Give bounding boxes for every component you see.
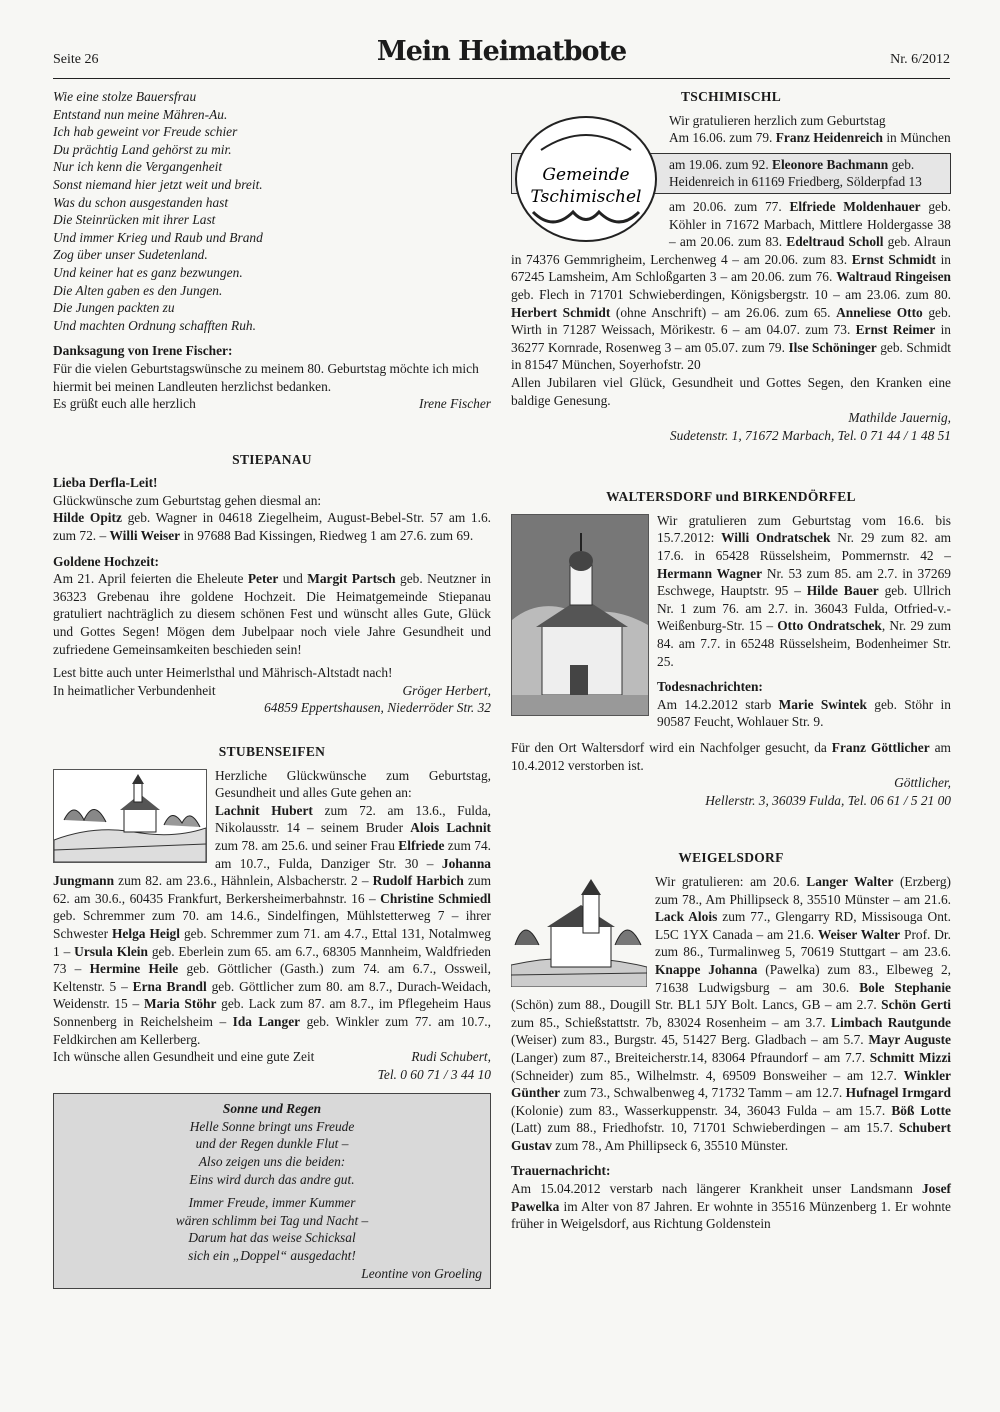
entry-text: Nr. 53 zum 85. am 2.7. in 37269 Eschwege, Hauptstr. 95 – [657,565,952,599]
reference-note: Lest bitte auch unter Heimerlsthal und Mährisch-Altstadt nach! [53,665,393,681]
person-name: Rudolf Harbich [372,873,464,889]
poem-line: sich ein „Doppel“ ausgedacht! [188,1248,356,1264]
person-name: Alois Lachnit [410,820,491,836]
poem-line: Wie eine stolze Bauersfrau [53,89,197,104]
tschimischl-address: Sudetenstr. 1, 71672 Marbach, Tel. 0 71 44 / 1 48 51 [669,427,951,443]
person-name: Lack Alois [655,909,718,925]
person-name: Elfriede Moldenhauer [789,198,921,214]
poem-line: Und machten Ordnung schafften Ruh. [53,317,256,333]
stubenseifen-phone: Tel. 0 60 71 / 3 44 10 [377,1066,491,1082]
waltersdorf-address: Hellerstr. 3, 36039 Fulda, Tel. 06 61 / 5 21 00 [705,792,951,808]
poem-line: Und immer Krieg und Raub und Brand [53,229,263,245]
entry-text: geb. Lack zum 87. am 8.7., im Pflegeheim Haus Sonnenberg in Reichelsheim – [53,996,491,1029]
poem-line: Du prächtig Land gehörst zu mir. [53,141,232,157]
person-name: Ernst Schmidt [851,251,936,267]
person-name: Maria Stöhr [143,996,217,1012]
highlighted-entry: am 19.06. zum 92. Eleonore Bachmann geb. Heidenreich in 61169 Friedberg, Sölderpfad 13 [511,153,951,194]
entry-text: zum 74. am 10.7., Fulda, Danziger Str. 30 – [215,837,491,871]
entry-text: geb. Köhler in 71672 Marbach, Mittlere Holdergasse 38 – am 20.06. zum 83. [669,198,952,250]
entry-text: geb. Göttlicher (Gasth.) zum 74. am 6.7., Ossweil, Keltenstr. 5 – [53,961,491,994]
person-name: Knappe Johanna [655,961,758,977]
entry-text: , Nr. 29 zum 84. am 7.7. in 65248 Rüsselsheim, Bodenheimer Str. 25. [657,618,951,669]
poem-author: Leontine von Groeling [361,1265,482,1281]
golden-wedding-heading: Goldene Hochzeit: [53,553,159,569]
entry-text: (Schneider) zum 85., Wilhelmstr. 4, 69509 Bonsweiher – am 12.7. [511,1067,904,1083]
person-name: Limbach Rautgunde [831,1014,951,1030]
page-number: Seite 26 [53,52,99,67]
entry-text: geb. Schremmer zum 70. am 14.6., Sindelfingen, Mühlstetterweg 7 – ihrer Schwester [53,908,491,941]
entry-text: in 36277 Kornrade, Rosenweg 3 – am 05.07. zum 79. [511,322,951,355]
person-name: Langer Walter [806,873,894,889]
stubenseifen-intro: Herzliche Glückwünsche zum Geburtstag, Gesundheit und alles Gute gehen an: [215,767,491,801]
entry-text: geb. Eberlein zum 65. am 6.7., 68305 Mannheim, Waldfrieden 73 – [53,943,491,977]
entry-text: (Schön) zum 88., Dougill Str. BL1 5JY Bolt. Lancs, GB – am 2.7. [511,997,882,1013]
municipality-seal [511,112,661,246]
person-name: Edeltraud Scholl [786,234,884,250]
person-name: Ida Langer [232,1013,301,1029]
poem-line: Und keiner hat es ganz bezwungen. [53,264,243,280]
right-column [511,88,951,1233]
section-title-waltersdorf: WALTERSDORF und BIRKENDÖRFEL [606,489,856,505]
poem-line: Ich hab geweint vor Freude schier [53,124,238,140]
entry-text: zum 78., Am Phillipseck 6, 35510 Münster. [551,1137,789,1153]
person-name: Schubert Gustav [511,1120,951,1153]
entry-text: zum 72. am 13.6., Fulda, Nikolausstr. 14 – seinem Bruder [215,802,491,836]
left-column [53,88,491,1289]
person-name: Herbert Schmidt [511,304,611,320]
entry-text: geb. Winkler zum 77. am 10.7., Feldkirchen am Kellerberg. [53,1013,491,1047]
thanks-heading: Danksagung von Irene Fischer: [53,343,233,359]
person-name: Lachnit Hubert [215,802,313,818]
person-name: Otto Ondratschek [777,618,882,634]
poem-line: Helle Sonne bringt uns Freude [189,1118,355,1134]
person-name: Weiser Walter [817,926,901,942]
person-name: Johanna Jungmann [53,855,491,889]
person-name: Anneliese Otto [836,304,923,320]
section-title-weigelsdorf: WEIGELSDORF [678,850,784,866]
church-sketch-image [511,875,647,987]
entry-text: (Langer) zum 87., Breiteicherstr.14, 83064 Pfraundorf – am 7.7. [511,1049,870,1065]
person-name: Waltraud Ringeisen [836,269,951,285]
intro-text: Glückwünsche zum Geburtstag gehen diesmal an: [53,492,322,508]
poem-line: Darum hat das weise Schicksal [188,1230,356,1246]
poem-line: Immer Freude, immer Kummer [188,1195,356,1211]
entry-text: zum 85., Schießstattstr. 7b, 83024 Rosenheim – am 3.7. [511,1014,832,1030]
entry-text: geb. Schmidt in 81547 München, Soyerhofstr. 20 [511,339,951,373]
entry-text: zum 82. am 23.6., Hähnlein, Alsbacherstr. 2 – [114,873,373,889]
person-name: Schön Gerti [881,997,951,1013]
greeting-heading: Lieba Derfla-Leit! [53,475,158,491]
entry-text: zum 73., Schwalbenweg 4, 71732 Tamm – am 12.7. [560,1085,846,1101]
section-title-tschimischl: TSCHIMISCHL [680,89,782,104]
thanks-text: Für die vielen Geburtstagswünsche zu meinem 80. Geburtstag möchte ich mich hiermit bei meinen Landleuten herzlichst bedanken. [53,360,479,394]
poem-line: wären schlimm bei Tag und Nacht – [175,1212,369,1228]
poem-box-title: Sonne und Regen [222,1101,322,1117]
person-name: Hermann Wagner [657,565,763,581]
section-title-stiepanau: STIEPANAU [232,451,312,467]
person-name: Winkler Günther [511,1067,951,1101]
entry-text: Wir gratulieren: am 20.6. [655,873,807,889]
person-name: Böß Lotte [891,1102,951,1118]
entry-text: Nr. 29 zum 82. am 17.6. in 65428 Rüsselsheim, Pommernstr. 42 – [657,530,951,564]
entry-text: (Erzberg) zum 78., Am Phillipseck 8, 35510 Münster – am 21.6. [655,873,951,907]
poem-line: Die Jungen packten zu [53,300,175,316]
person-name: Bole Stephanie [859,979,951,995]
village-sketch-image [53,769,207,863]
page-header [53,36,950,82]
entry-text: (Pawelka) zum 83., Elbeweg 2, 71638 Ludwigsburg – am 30.6. [655,961,951,995]
entry-text: zum 62. am 30.6., 60435 Frankfurt, Berkersheimerbahnstr. 16 – [53,873,492,906]
entry-text: geb. Ullrich Nr. 1 zum 76. am 2.7. in. 36043 Fulda, Otfried-v.-Weißenburg-Str. 15 – [657,583,951,634]
issue-number: Nr. 6/2012 [890,52,950,67]
chapel-photo [511,514,649,716]
thanks-signoff: Es grüßt euch alle herzlich Irene Fischer [53,396,491,412]
entry-text: zum 78. am 25.6. und seiner Frau [215,837,399,853]
entry-text: (Weiser) zum 83., Burgstr. 45, 51427 Berg. Gladbach – am 5.7. [511,1032,869,1048]
person-name: Helga Heigl [112,925,180,941]
person-name: Schmitt Mizzi [869,1049,951,1065]
poem-line: Eins wird durch das andre gut. [189,1171,355,1187]
stiepanau-signoff: In heimatlicher Verbundenheit Gröger Herbert, [53,682,491,698]
seal-text-line1: Gemeinde [542,164,630,185]
seal-text-line2: Tschimischel [530,186,642,207]
tschimischl-signer: Mathilde Jauernig, [848,410,951,426]
poem-line: Sonst niemand hier jetzt weit und breit. [53,176,263,192]
person-name: Hermine Heile [89,961,179,977]
entry-text: in 67245 Lamsheim, Am Schloßgarten 3 – am 20.06. zum 76. [511,251,952,285]
obituary-heading: Todesnachrichten: [657,679,763,695]
entry-text: zum 77., Glengarry RD, Missisouga Ont. L5C 1YX Canada – am 21.6. [655,909,951,942]
entry-text: (Kolonie) zum 83., Wasserkuppenstr. 34, 36043 Fulda – am 15.7. [511,1102,892,1118]
poem-line: Entstand nun meine Mähren-Au. [53,106,228,122]
person-name: Ursula Klein [74,943,148,959]
person-name: Willi Ondratschek [721,530,831,546]
golden-wedding-text: Am 21. April feierten die Eheleute Peter und Margit Partsch geb. Neutzner in 36323 Grebenau ihre goldene Hochzeit. Die Heimatgemeinde Stiepanau gratuliert nachträglich zu diesem schönen Fest und wünscht alles Gute, Glück und Gottes Segen! Mögen dem Jubelpaar noch viele Jahre Gesundheit und zufriedene Gemeinsamkeiten beschieden sein! [53,571,492,657]
waltersdorf-signer: Göttlicher, [894,775,951,791]
entry-text: geb. Flech in 71701 Schwieberdingen, Königsbergstr. 10 – am 23.06. zum 80. [511,286,951,302]
tschimischl-first: Am 16.06. zum 79. Franz Heidenreich in München [669,130,951,146]
person-name: Ernst Reimer [855,322,936,338]
entry-text: Prof. Dr. zum 86., Turmalinweg 5, 70619 Stuttgart – am 23.6. [655,926,951,960]
person-name: Mayr Auguste [868,1032,951,1048]
section-title-stubenseifen: STUBENSEIFEN [218,744,326,759]
stubenseifen-signoff: Ich wünsche allen Gesundheit und eine gute Zeit Rudi Schubert, [53,1049,491,1065]
poem-line: Nur ich kenn die Vergangenheit [53,159,223,175]
header-rule [53,78,950,79]
entry-text: (ohne Anschrift) – am 26.06. zum 65. [610,304,837,320]
mourning-heading: Trauernachricht: [511,1163,611,1179]
poem-line: Also zeigen uns die beiden: [198,1154,346,1170]
person-name: Ilse Schöninger [788,339,877,355]
entry-text: geb. Wirth in 71287 Weissach, Mörikestr. 6 – am 04.07. zum 73. [511,304,951,338]
birthday-list: Hilde Opitz geb. Wagner in 04618 Ziegelheim, August-Bebel-Str. 57 am 1.6. zum 72. – Willi Weiser in 97688 Bad Kissingen, Riedweg 1 am 27.6. zum 69. [53,510,491,544]
entry-text: (Latt) zum 88., Friedhofstr. 10, 71701 Schwieberdingen – am 15.7. [511,1120,899,1136]
person-name: Hufnagel Irmgard [845,1085,952,1101]
masthead-title: Mein Heimatbote [376,36,627,67]
person-name: Hilde Bauer [806,583,879,599]
mourning-text: Am 15.04.2012 verstarb nach längerer Krankheit unser Landsmann Josef Pawelka im Alter von 87 Jahren. Er wohnte in 35516 Münzenberg 1. Er wohnte früher in Weigelsdorf, aus Richtung Goldenstein [511,1181,951,1232]
entry-text: geb. Göttlicher zum 80. am 8.7., Durach-Weidach, Weidenstr. 15 – [53,978,491,1012]
tschimischl-wish: Allen Jubilaren viel Glück, Gesundheit und Gottes Segen, den Kranken eine baldige Genesung. [511,374,951,408]
entry-text: geb. Schremmer zum 71. am 4.7., Ettal 131, Notalmweg 1 – [53,925,491,959]
successor-notice: Für den Ort Waltersdorf wird ein Nachfolger gesucht, da Franz Göttlicher am 10.4.2012 verstorben ist. [511,740,951,773]
stiepanau-address: 64859 Eppertshausen, Niederröder Str. 32 [264,700,491,716]
poem-box [53,1093,491,1289]
person-name: Elfriede [398,837,445,853]
poem [53,88,491,334]
entry-text: geb. Alraun in 74376 Gemmrigheim, Lerchenweg 4 – am 20.06. zum 83. [511,234,951,267]
poem-line: Was du schon ausgestanden hast [53,194,229,210]
obituary-text: Am 14.2.2012 starb Marie Swintek geb. Stöhr in 90587 Feucht, Wohlauer Str. 9. [657,696,951,730]
person-name: Christine Schmiedl [380,890,492,906]
poem-line: Zog über unser Sudetenland. [53,247,208,263]
person-name: Erna Brandl [132,978,207,994]
poem-line: und der Regen dunkle Flut – [195,1136,349,1152]
poem-line: Die Steinrücken mit ihrer Last [53,212,216,228]
poem-line: Die Alten gaben es den Jungen. [53,282,223,298]
tschimischl-intro: Wir gratulieren herzlich zum Geburtstag [669,112,886,128]
entry-text: am 20.06. zum 77. [669,198,790,214]
entry-text: Wir gratulieren zum Geburtstag vom 16.6. bis 15.7.2012: [657,512,951,546]
